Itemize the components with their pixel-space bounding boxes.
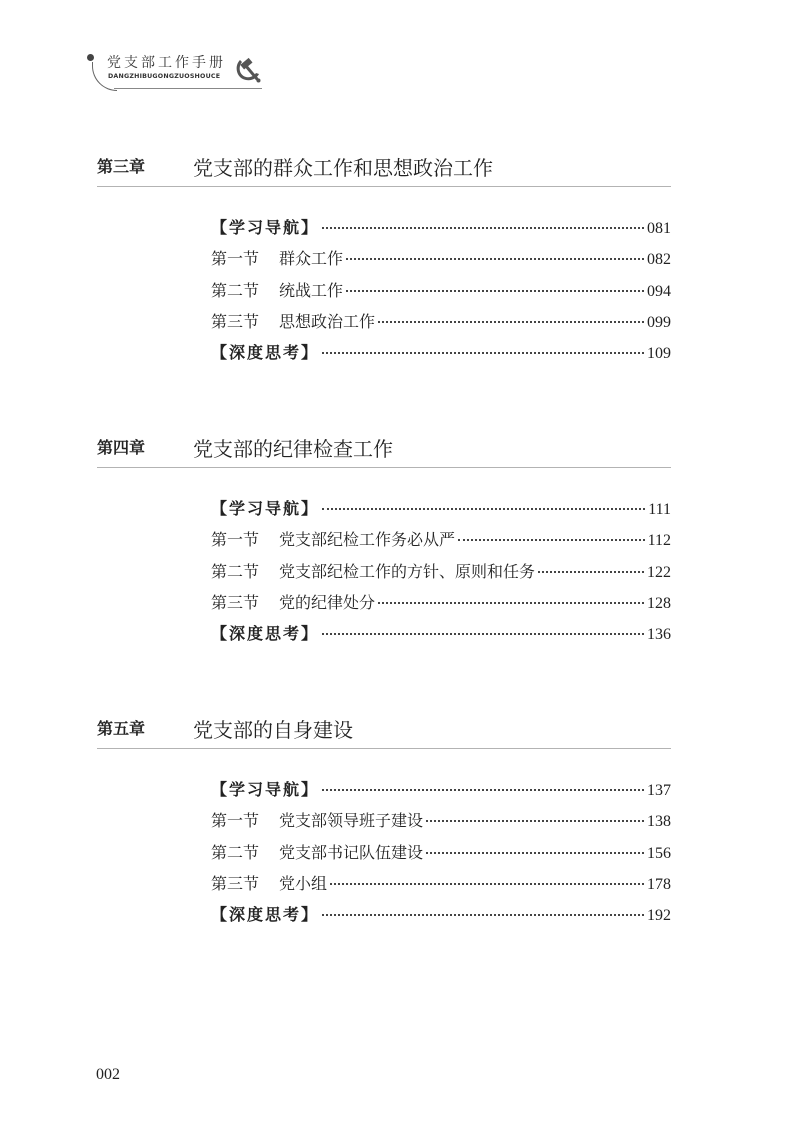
dot-leader (378, 321, 644, 323)
dot-leader (538, 571, 644, 573)
book-subtitle-pinyin: DANGZHIBUGONGZUOSHOUCE (108, 73, 221, 80)
entry-page: 178 (647, 875, 671, 893)
toc-entry[interactable] (211, 340, 671, 371)
dot-leader (330, 883, 644, 885)
toc-entry[interactable] (211, 309, 671, 340)
book-title: 党支部工作手册 (107, 55, 226, 71)
chapter-heading (97, 152, 671, 187)
dot-leader (346, 258, 644, 260)
chapter-heading (97, 433, 671, 468)
entry-page: 136 (647, 626, 671, 644)
entry-page: 111 (648, 501, 671, 518)
entry-title: 党支部书记队伍建设 (279, 842, 424, 862)
toc-entry[interactable] (211, 840, 671, 871)
entry-page: 094 (647, 282, 671, 300)
toc-entry[interactable] (211, 215, 671, 246)
entry-title: 党支部纪检工作务必从严 (279, 530, 456, 550)
section-number: 第二节 (211, 844, 260, 862)
toc-entries (211, 496, 671, 652)
entry-page: 109 (647, 345, 671, 363)
toc-entry[interactable] (211, 278, 671, 309)
entry-title: 党的纪律处分 (279, 592, 376, 612)
entry-page: 081 (647, 220, 671, 237)
entry-page: 156 (647, 844, 671, 862)
section-number: 第二节 (211, 563, 260, 581)
entry-page: 128 (647, 594, 671, 612)
entry-title: 【深度思考】 (211, 343, 320, 363)
dot-leader (346, 290, 644, 292)
entry-title: 【学习导航】 (211, 499, 320, 518)
toc-entry[interactable] (211, 590, 671, 621)
entry-page: 082 (647, 251, 671, 269)
entry-page: 192 (647, 907, 671, 925)
page-number: 002 (96, 1066, 120, 1083)
entry-page: 138 (647, 813, 671, 831)
entry-title: 【深度思考】 (211, 624, 320, 644)
chapter-4 (97, 433, 671, 644)
toc-entry[interactable] (211, 559, 671, 590)
toc-entry[interactable] (211, 902, 671, 933)
entry-page: 099 (647, 313, 671, 331)
toc-entry[interactable] (211, 871, 671, 902)
toc-entries (211, 777, 671, 933)
entry-title: 【深度思考】 (211, 905, 320, 925)
toc-entry[interactable] (211, 496, 671, 527)
running-header (84, 48, 264, 98)
chapter-label: 第三章 (97, 157, 146, 176)
entry-title: 思想政治工作 (279, 311, 376, 331)
chapter-label: 第五章 (97, 719, 146, 738)
dot-leader (322, 352, 644, 354)
dot-leader (426, 820, 644, 822)
section-number: 第一节 (211, 813, 260, 831)
entry-title: 【学习导航】 (211, 780, 320, 799)
section-number: 第一节 (211, 532, 260, 550)
toc-entries (211, 215, 671, 371)
section-number: 第三节 (211, 875, 260, 893)
entry-title: 群众工作 (279, 249, 344, 269)
entry-title: 党小组 (279, 873, 328, 893)
chapter-title: 党支部的自身建设 (193, 718, 353, 742)
toc-entry[interactable] (211, 777, 671, 808)
entry-title: 【学习导航】 (211, 218, 320, 237)
entry-page: 112 (647, 532, 671, 550)
header-rule (114, 88, 262, 89)
dot-leader (322, 633, 644, 635)
dot-leader (426, 852, 644, 854)
toc-entry[interactable] (211, 808, 671, 839)
chapter-heading (97, 714, 671, 749)
section-number: 第二节 (211, 282, 260, 300)
section-number: 第一节 (211, 251, 260, 269)
header-dot (87, 54, 94, 61)
toc-entry[interactable] (211, 621, 671, 652)
dot-leader (322, 227, 644, 229)
chapter-title: 党支部的纪律检查工作 (193, 437, 393, 461)
entry-page: 122 (647, 563, 671, 581)
section-number: 第三节 (211, 313, 260, 331)
dot-leader (322, 914, 644, 916)
dot-leader (322, 789, 644, 791)
entry-title: 党支部领导班子建设 (279, 811, 424, 831)
entry-page: 137 (647, 782, 671, 799)
chapter-5 (97, 714, 671, 925)
toc-entry[interactable] (211, 527, 671, 558)
toc-entry[interactable] (211, 246, 671, 277)
dot-leader (322, 508, 645, 510)
entry-title: 统战工作 (279, 280, 344, 300)
hammer-sickle-icon (232, 54, 264, 86)
section-number: 第三节 (211, 594, 260, 612)
chapter-title: 党支部的群众工作和思想政治工作 (193, 156, 493, 180)
dot-leader (458, 539, 645, 541)
dot-leader (378, 602, 644, 604)
chapter-3 (97, 152, 671, 363)
entry-title: 党支部纪检工作的方针、原则和任务 (279, 561, 536, 581)
chapter-label: 第四章 (97, 438, 146, 457)
